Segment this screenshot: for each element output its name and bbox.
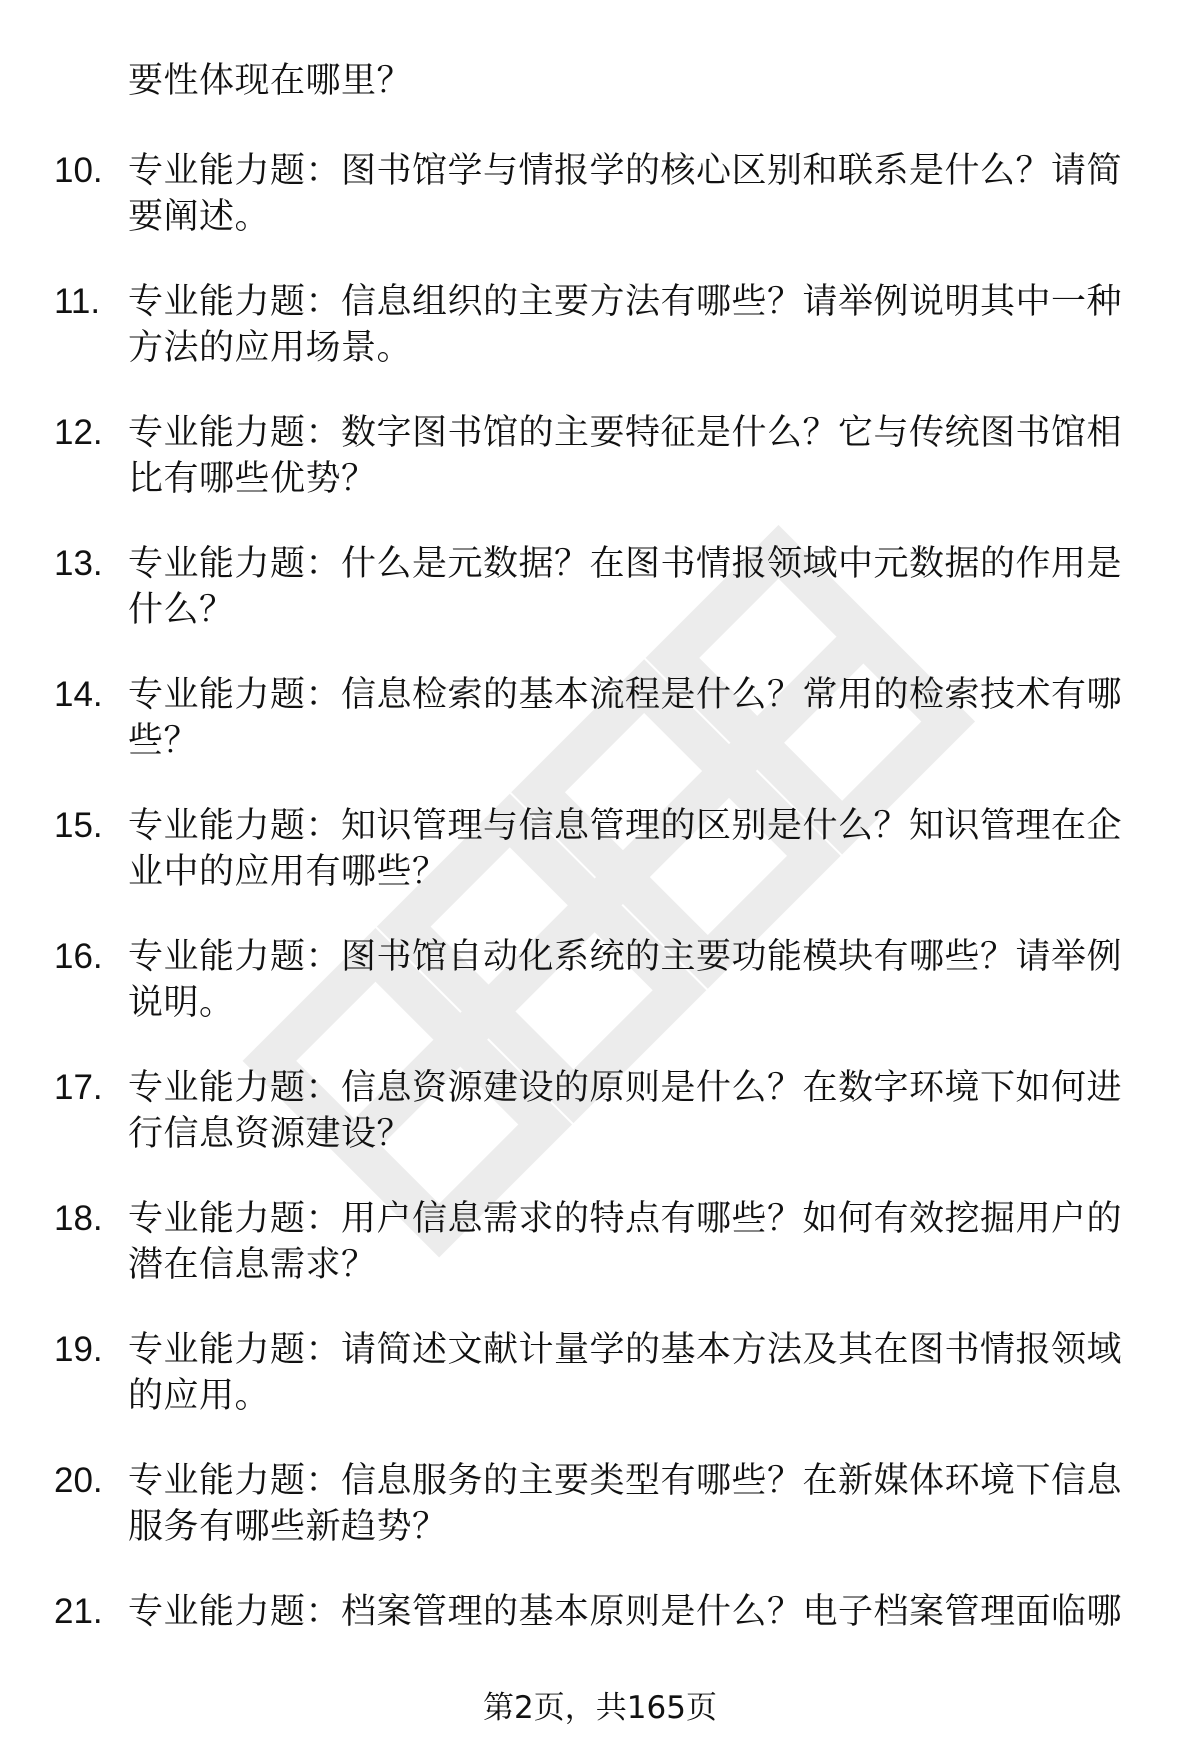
question-number: 13. [54,544,103,583]
question-number: 21. [54,1592,103,1631]
question-number: 12. [54,413,103,452]
question-item [0,410,1200,541]
question-list [0,148,1200,1720]
question-number: 14. [54,675,103,714]
question-number: 10. [54,151,103,190]
question-text: 专业能力题：信息检索的基本流程是什么？常用的检索技术有哪些？ [128,675,1123,761]
question-item [0,1458,1200,1589]
continued-question-text: 要性体现在哪里？ [128,61,413,101]
question-item [0,1196,1200,1327]
question-item [0,1065,1200,1196]
question-text: 专业能力题：信息资源建设的原则是什么？在数字环境下如何进行信息资源建设？ [128,1068,1123,1154]
question-text: 专业能力题：请简述文献计量学的基本方法及其在图书情报领域的应用。 [128,1330,1123,1416]
question-item [0,803,1200,934]
page-footer: 第2页，共165页 [483,1690,717,1726]
question-item [0,1327,1200,1458]
question-text: 专业能力题：图书馆自动化系统的主要功能模块有哪些？请举例说明。 [128,937,1123,1023]
question-number: 17. [54,1068,103,1107]
question-number: 11. [54,282,101,321]
question-item [0,672,1200,803]
question-number: 20. [54,1461,103,1500]
question-text: 专业能力题：什么是元数据？在图书情报领域中元数据的作用是什么？ [128,544,1123,630]
question-text: 专业能力题：用户信息需求的特点有哪些？如何有效挖掘用户的潜在信息需求？ [128,1199,1123,1285]
question-text: 专业能力题：信息服务的主要类型有哪些？在新媒体环境下信息服务有哪些新趋势？ [128,1461,1123,1547]
question-number: 16. [54,937,103,976]
question-item [0,541,1200,672]
question-number: 15. [54,806,103,845]
question-text: 专业能力题：知识管理与信息管理的区别是什么？知识管理在企业中的应用有哪些？ [128,806,1123,892]
question-text: 专业能力题：信息组织的主要方法有哪些？请举例说明其中一种方法的应用场景。 [128,282,1123,368]
question-item [0,934,1200,1065]
question-item [0,148,1200,279]
question-item [0,279,1200,410]
question-text: 专业能力题：档案管理的基本原则是什么？电子档案管理面临哪 [128,1592,1123,1632]
question-number: 18. [54,1199,103,1238]
question-text: 专业能力题：数字图书馆的主要特征是什么？它与传统图书馆相比有哪些优势？ [128,413,1123,499]
question-number: 19. [54,1330,103,1369]
question-text: 专业能力题：图书馆学与情报学的核心区别和联系是什么？请简要阐述。 [128,151,1123,237]
